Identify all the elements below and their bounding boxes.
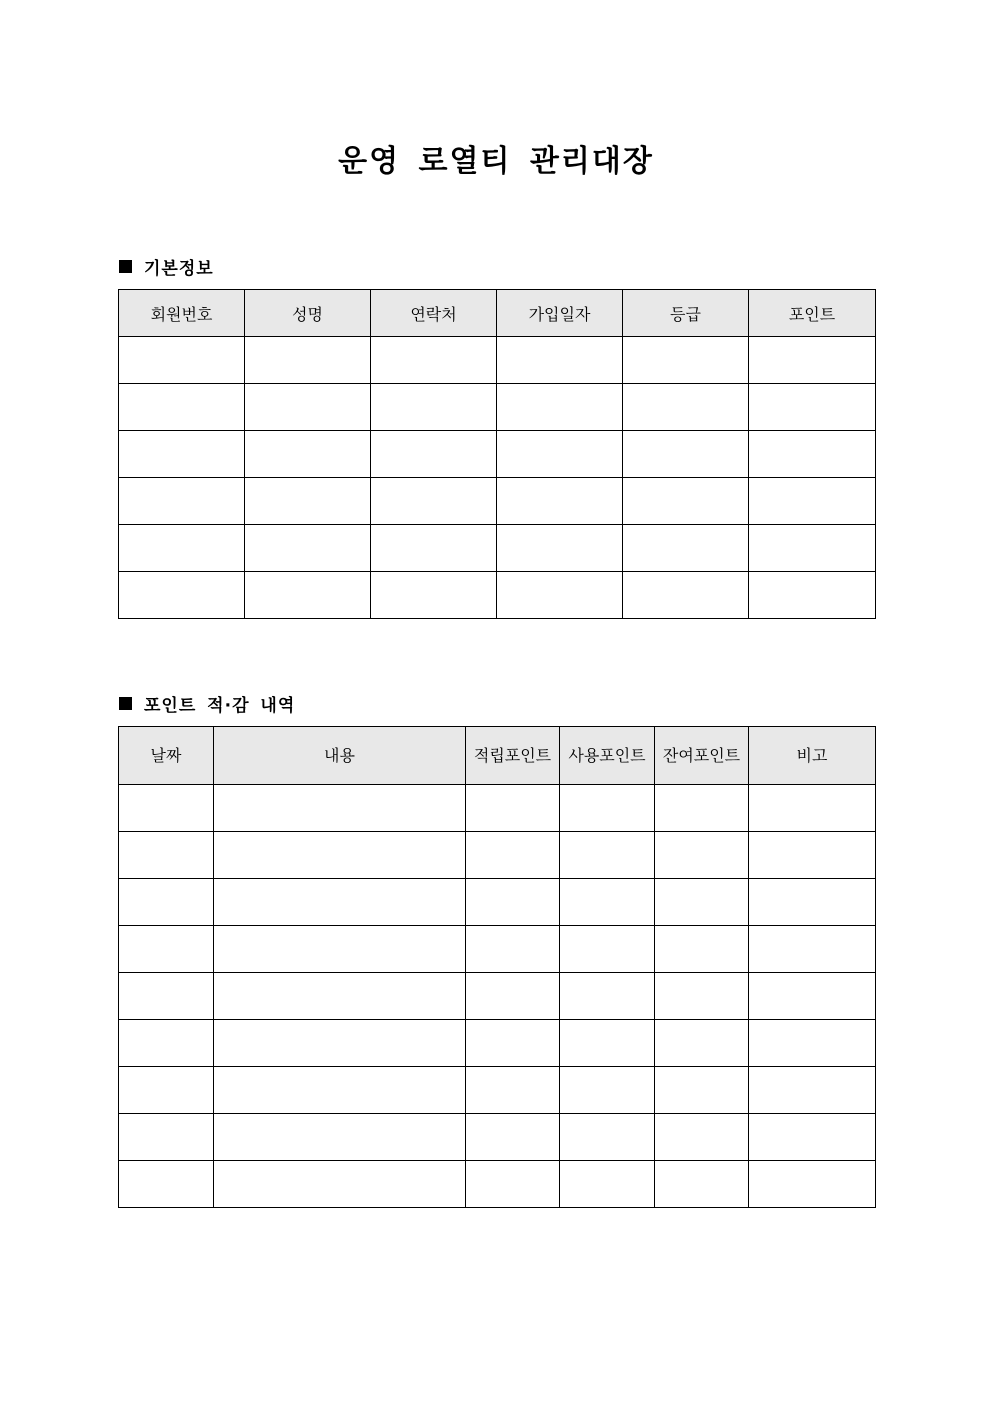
table-cell[interactable] (560, 926, 655, 973)
table-cell[interactable] (623, 337, 749, 384)
table-cell[interactable] (466, 973, 560, 1020)
table-cell[interactable] (371, 431, 497, 478)
table-cell[interactable] (623, 384, 749, 431)
table-cell[interactable] (119, 1114, 214, 1161)
table-row (119, 525, 876, 572)
table-cell[interactable] (560, 1067, 655, 1114)
table-cell[interactable] (119, 879, 214, 926)
table-row (119, 1161, 876, 1208)
table-cell[interactable] (245, 572, 371, 619)
table-cell[interactable] (466, 1114, 560, 1161)
table-row (119, 879, 876, 926)
table-cell[interactable] (371, 337, 497, 384)
table-cell[interactable] (119, 525, 245, 572)
table-cell[interactable] (497, 525, 623, 572)
table-cell[interactable] (214, 926, 466, 973)
table-cell[interactable] (245, 337, 371, 384)
table-cell[interactable] (749, 1114, 876, 1161)
table-cell[interactable] (749, 785, 876, 832)
table-cell[interactable] (466, 785, 560, 832)
table-cell[interactable] (560, 1161, 655, 1208)
table-cell[interactable] (119, 1020, 214, 1067)
table-cell[interactable] (466, 1067, 560, 1114)
column-header-used-points (560, 727, 655, 785)
table-cell[interactable] (371, 572, 497, 619)
table-row (119, 478, 876, 525)
table-cell[interactable] (371, 478, 497, 525)
column-header-remarks: 비고 (749, 727, 876, 785)
table-cell[interactable] (749, 572, 876, 619)
table-header-row (119, 290, 876, 337)
table-cell[interactable] (749, 1020, 876, 1067)
table-cell[interactable] (119, 785, 214, 832)
table-cell[interactable] (214, 785, 466, 832)
table-cell[interactable] (560, 832, 655, 879)
column-header-description: 내용 (214, 727, 466, 785)
column-header-contact: 연락처 (371, 290, 497, 337)
square-bullet-icon (119, 260, 132, 273)
table-cell[interactable] (119, 1161, 214, 1208)
table-cell[interactable] (214, 1114, 466, 1161)
basic-info-table (118, 289, 876, 619)
table-cell[interactable] (560, 785, 655, 832)
table-cell[interactable] (560, 973, 655, 1020)
table-cell[interactable] (655, 1067, 749, 1114)
column-header-join-date: 가입일자 (497, 290, 623, 337)
table-row (119, 832, 876, 879)
column-header-name: 성명 (245, 290, 371, 337)
table-cell[interactable] (655, 973, 749, 1020)
table-cell[interactable] (623, 431, 749, 478)
table-header-row (119, 727, 876, 785)
table-cell[interactable] (119, 478, 245, 525)
table-cell[interactable] (560, 1020, 655, 1067)
table-cell[interactable] (655, 1161, 749, 1208)
column-header-label: 잔여포인트 (662, 745, 741, 765)
table-cell[interactable] (466, 879, 560, 926)
table-cell[interactable] (466, 926, 560, 973)
table-cell[interactable] (214, 973, 466, 1020)
table-cell[interactable] (371, 525, 497, 572)
column-header-remaining-points (655, 727, 749, 785)
table-row (119, 1114, 876, 1161)
table-cell[interactable] (749, 926, 876, 973)
table-cell[interactable] (749, 431, 876, 478)
table-cell[interactable] (214, 1020, 466, 1067)
table-cell[interactable] (466, 1020, 560, 1067)
column-header-label: 적립포인트 (473, 745, 552, 765)
table-cell[interactable] (749, 1067, 876, 1114)
table-cell[interactable] (119, 832, 214, 879)
table-cell[interactable] (214, 1161, 466, 1208)
table-row (119, 1067, 876, 1114)
table-cell[interactable] (245, 525, 371, 572)
table-cell[interactable] (655, 1020, 749, 1067)
table-row (119, 785, 876, 832)
table-cell[interactable] (245, 478, 371, 525)
column-header-grade: 등급 (623, 290, 749, 337)
table-cell[interactable] (749, 1161, 876, 1208)
table-cell[interactable] (655, 785, 749, 832)
table-cell[interactable] (655, 1114, 749, 1161)
section-heading-label: 기본정보 (144, 259, 214, 279)
table-row (119, 1020, 876, 1067)
table-row (119, 973, 876, 1020)
table-cell[interactable] (466, 832, 560, 879)
section-heading-basic-info (119, 254, 214, 279)
column-header-member-no: 회원번호 (119, 290, 245, 337)
table-cell[interactable] (749, 973, 876, 1020)
table-cell[interactable] (623, 572, 749, 619)
table-cell[interactable] (497, 337, 623, 384)
column-header-label: 사용포인트 (568, 745, 646, 765)
table-cell[interactable] (497, 431, 623, 478)
table-cell[interactable] (214, 1067, 466, 1114)
square-bullet-icon (119, 697, 132, 710)
table-cell[interactable] (560, 879, 655, 926)
table-cell[interactable] (655, 832, 749, 879)
table-row (119, 431, 876, 478)
table-cell[interactable] (214, 879, 466, 926)
page-title: 운영 로열티 관리대장 (338, 144, 654, 179)
table-cell[interactable] (371, 384, 497, 431)
table-row (119, 926, 876, 973)
table-cell[interactable] (623, 478, 749, 525)
table-cell[interactable] (749, 879, 876, 926)
section-heading-label: 포인트 적·감 내역 (144, 696, 296, 716)
table-cell[interactable] (749, 384, 876, 431)
column-header-date: 날짜 (119, 727, 214, 785)
table-cell[interactable] (497, 384, 623, 431)
table-cell[interactable] (623, 525, 749, 572)
table-cell[interactable] (466, 1161, 560, 1208)
table-cell[interactable] (749, 337, 876, 384)
table-row (119, 384, 876, 431)
table-cell[interactable] (497, 478, 623, 525)
table-row (119, 572, 876, 619)
column-header-earned-points (466, 727, 560, 785)
table-cell[interactable] (245, 431, 371, 478)
table-cell[interactable] (214, 832, 466, 879)
table-cell[interactable] (749, 832, 876, 879)
column-header-points: 포인트 (749, 290, 876, 337)
table-cell[interactable] (749, 525, 876, 572)
table-cell[interactable] (119, 431, 245, 478)
section-heading-point-history (119, 691, 295, 716)
table-cell[interactable] (655, 926, 749, 973)
table-cell[interactable] (655, 879, 749, 926)
table-cell[interactable] (749, 478, 876, 525)
table-cell[interactable] (119, 1067, 214, 1114)
table-cell[interactable] (245, 384, 371, 431)
table-cell[interactable] (119, 973, 214, 1020)
table-cell[interactable] (560, 1114, 655, 1161)
table-cell[interactable] (119, 384, 245, 431)
point-history-table (118, 726, 876, 1208)
table-cell[interactable] (119, 572, 245, 619)
table-cell[interactable] (497, 572, 623, 619)
table-cell[interactable] (119, 337, 245, 384)
table-cell[interactable] (119, 926, 214, 973)
table-row (119, 337, 876, 384)
